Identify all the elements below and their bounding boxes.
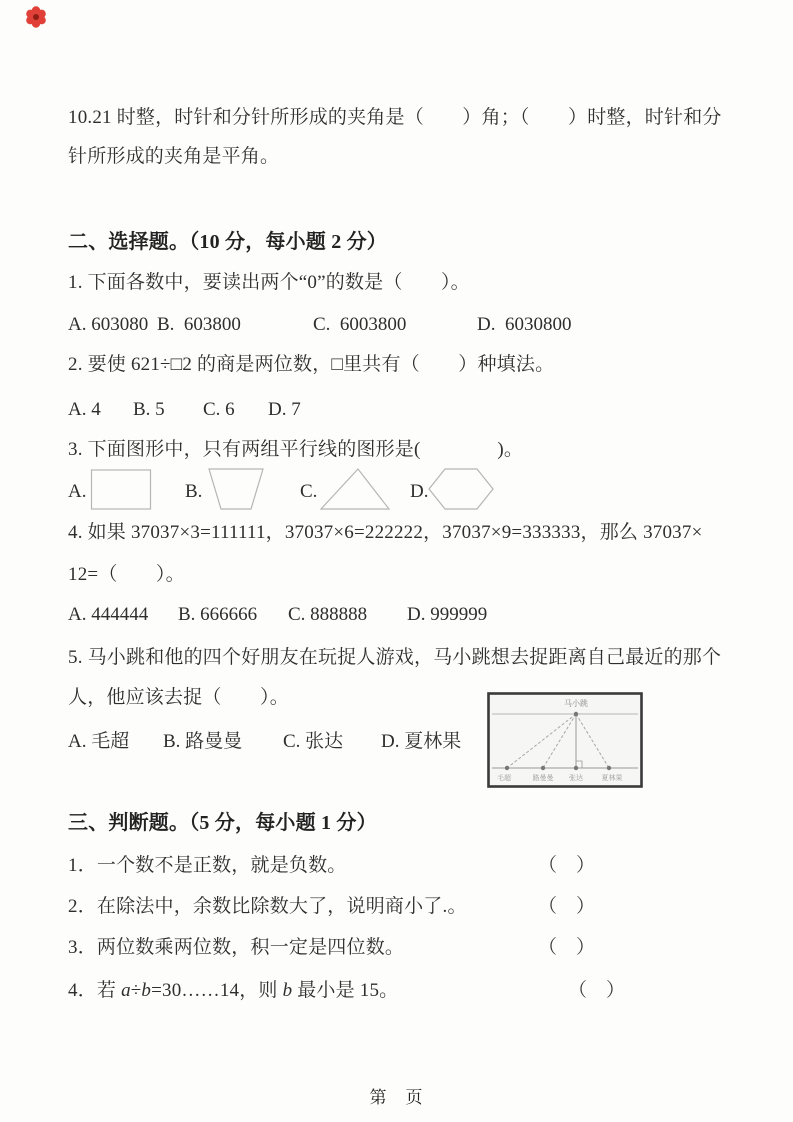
judge-item-4-text	[68, 978, 398, 1004]
judge-item-4-var-b2: b	[282, 980, 293, 1001]
choice-q5-option-d: D. 夏林果	[381, 731, 462, 752]
judge-item-4-answer-blank: （ ）	[568, 980, 626, 1001]
diagram-label-maochao: 毛超	[497, 774, 511, 782]
choice-q5-line2: 人，他应该去捉（ ）。	[68, 687, 289, 708]
choice-q2-option-a: A. 4	[68, 399, 101, 420]
question-10-line1: 10.21 时整，时针和分针所形成的夹角是（ ）角；（ ）时整，时针和分	[68, 107, 722, 128]
diagram-top-label: 马小跳	[564, 699, 588, 708]
question-10-line2: 针所形成的夹角是平角。	[68, 146, 280, 167]
choice-q5-option-a: A. 毛超	[68, 731, 130, 752]
distance-diagram	[487, 692, 643, 788]
section-choice-heading: 二、选择题。（10 分，每小题 2 分）	[68, 231, 387, 253]
judge-item-3-answer-blank: （ ）	[538, 937, 596, 958]
choice-q1-option-d: D. 6030800	[477, 314, 572, 335]
choice-q3-text: 3. 下面图形中，只有两组平行线的图形是( )。	[68, 439, 524, 460]
flower-stamp-icon	[25, 6, 47, 28]
rectangle-shape-icon	[90, 466, 152, 512]
choice-q4-option-c: C. 888888	[288, 604, 368, 625]
judge-item-3-text: 3．两位数乘两位数，积一定是四位数。	[68, 937, 405, 958]
judge-item-1-answer-blank: （ ）	[538, 855, 596, 876]
choice-q2-option-d: D. 7	[268, 399, 301, 420]
choice-q2-text: 2. 要使 621÷□2 的商是两位数，□里共有（ ）种填法。	[68, 354, 555, 375]
judge-item-2-text: 2．在除法中，余数比除数大了，说明商小了.。	[68, 896, 467, 917]
choice-q1-text: 1. 下面各数中，要读出两个“0”的数是（ ）。	[68, 272, 470, 293]
triangle-shape-icon	[318, 466, 392, 512]
choice-q4-option-d: D. 999999	[407, 604, 488, 625]
diagram-label-zhangda: 张达	[569, 774, 583, 782]
diagram-label-xialinguo: 夏林果	[601, 774, 623, 782]
trapezoid-shape-icon	[206, 466, 266, 512]
judge-item-4-part3: 最小是 15。	[292, 980, 399, 1001]
judge-item-4-operator: ÷	[130, 980, 142, 1001]
choice-q2-option-b: B. 5	[133, 399, 165, 420]
choice-q4-option-a: A. 444444	[68, 604, 149, 625]
choice-q2-option-c: C. 6	[203, 399, 235, 420]
choice-q5-line1: 5. 马小跳和他的四个好朋友在玩捉人游戏，马小跳想去捉距离自己最近的那个	[68, 647, 722, 668]
choice-q4-option-b: B. 666666	[178, 604, 258, 625]
choice-q5-option-c: C. 张达	[283, 731, 344, 752]
judge-item-2-answer-blank: （ ）	[538, 896, 596, 917]
section-judge-heading: 三、判断题。（5 分，每小题 1 分）	[68, 812, 377, 834]
choice-q3-letter-b: B.	[185, 481, 203, 502]
judge-item-1-text: 1．一个数不是正数，就是负数。	[68, 855, 347, 876]
choice-q3-letter-a: A.	[68, 481, 87, 502]
judge-item-4-var-b: b	[141, 980, 152, 1001]
choice-q1-option-a: A. 603080	[68, 314, 149, 335]
judge-item-4-part2: =30……14，则	[151, 980, 283, 1001]
choice-q1-option-b: B. 603800	[157, 314, 241, 335]
hexagon-shape-icon	[426, 466, 496, 512]
choice-q4-line1: 4. 如果 37037×3=111111，37037×6=222222，37037×9=333333，那么 37037×	[68, 522, 703, 543]
choice-q1-option-c: C. 6003800	[313, 314, 407, 335]
diagram-label-lumanman: 路曼曼	[532, 774, 554, 782]
judge-item-4-var-a: a	[121, 980, 131, 1001]
choice-q3-letter-c: C.	[300, 481, 318, 502]
choice-q5-option-b: B. 路曼曼	[163, 731, 243, 752]
choice-q3-letter-d: D.	[410, 481, 429, 502]
choice-q4-line2: 12=（ ）。	[68, 564, 185, 585]
page-footer: 第 页	[369, 1088, 424, 1107]
judge-item-4-part1: 4．若	[68, 980, 122, 1001]
